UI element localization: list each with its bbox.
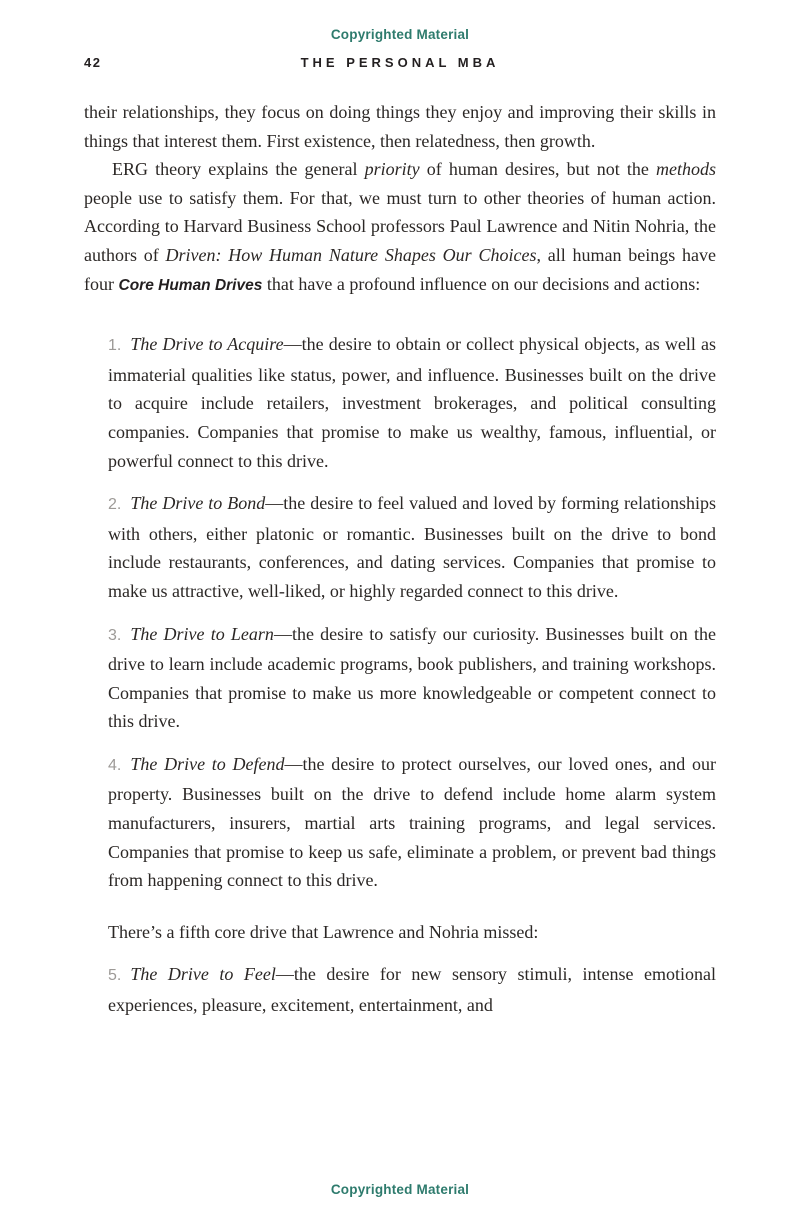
key-term-core-human-drives: Core Human Drives [118,276,263,294]
running-title: THE PERSONAL MBA [300,55,500,70]
emphasis-methods: methods [656,159,716,180]
copyright-notice-bottom: Copyrighted Material [330,1182,470,1197]
text-segment: There’s a fifth core drive that Lawrence and Nohria missed: [108,921,539,942]
paragraph-fifth-drive [108,918,716,947]
copyright-notice-top: Copyrighted Material [330,27,470,42]
page-number: 42 [84,55,102,70]
drive-text: —the desire for new sensory stimuli, intense emotional experiences, pleasure, excitement, entertainment, and [108,964,716,1016]
text-segment: people use to satisfy them. For that, we must turn to other theories of human action. According to Harvard Business School professors Paul Lawrence and Nitin Nohria, the authors of [84,187,716,265]
drive-text: —the desire to feel valued and loved by forming relationships with others, either platonic or romantic. Businesses built on the drive to bond include restaurants, conferences, and dating services. Companies that promise to make us attractive, well-liked, or highly regarded connect to this drive. [108,493,716,601]
page-header [0,55,800,73]
text-segment: , all human beings have four [84,244,716,294]
drive-title-bond: The Drive to Bond [130,493,266,514]
paragraph-erg-continuation [84,98,716,155]
text-segment: ERG theory explains the general [112,159,365,180]
drive-title-feel: The Drive to Feel [130,964,276,985]
drive-text: —the desire to satisfy our curiosity. Businesses built on the drive to learn include academic programs, book publishers, and training workshops. Companies that promise to make us more knowledgeable or competent connect to this drive. [108,623,716,732]
drive-item-acquire [108,330,716,475]
drive-number: 4. [108,756,122,774]
drive-item-defend [108,750,716,895]
drive-text: —the desire to obtain or collect physical objects, as well as immaterial qualities like status, power, and influence. Businesses built on the drive to acquire include retailers, investment brokerages, and political consulting companies. Companies that promise to make us wealthy, famous, influential, or powerful connect to this drive. [108,334,716,471]
text-segment: of human desires, but not the [419,159,656,180]
drive-title-learn: The Drive to Learn [130,623,274,644]
drive-number: 2. [108,496,122,514]
book-title-driven: Driven: How Human Nature Shapes Our Choices [165,244,537,265]
page-content [84,98,716,1020]
drive-number: 3. [108,626,122,644]
drive-item-feel [108,960,716,1019]
drive-title-acquire: The Drive to Acquire [130,334,284,355]
drive-number: 5. [108,967,122,985]
drive-text: —the desire to protect ourselves, our loved ones, and our property. Businesses built on the drive to defend include home alarm system manufacturers, insurers, martial arts training programs, and legal services. Companies that promise to keep us safe, eliminate a problem, or prevent bad things from happening connect to this drive. [108,753,717,891]
text-segment: that have a profound influence on our decisions and actions: [262,273,701,294]
emphasis-priority: priority [364,159,420,180]
drive-title-defend: The Drive to Defend [130,753,285,774]
text-segment: their relationships, they focus on doing things they enjoy and improving their skills in things that interest them. First existence, then relatedness, then growth. [84,102,716,151]
drive-item-bond [108,489,716,605]
drive-number: 1. [108,337,122,355]
drive-item-learn [108,620,716,736]
paragraph-erg-theory [84,155,716,300]
